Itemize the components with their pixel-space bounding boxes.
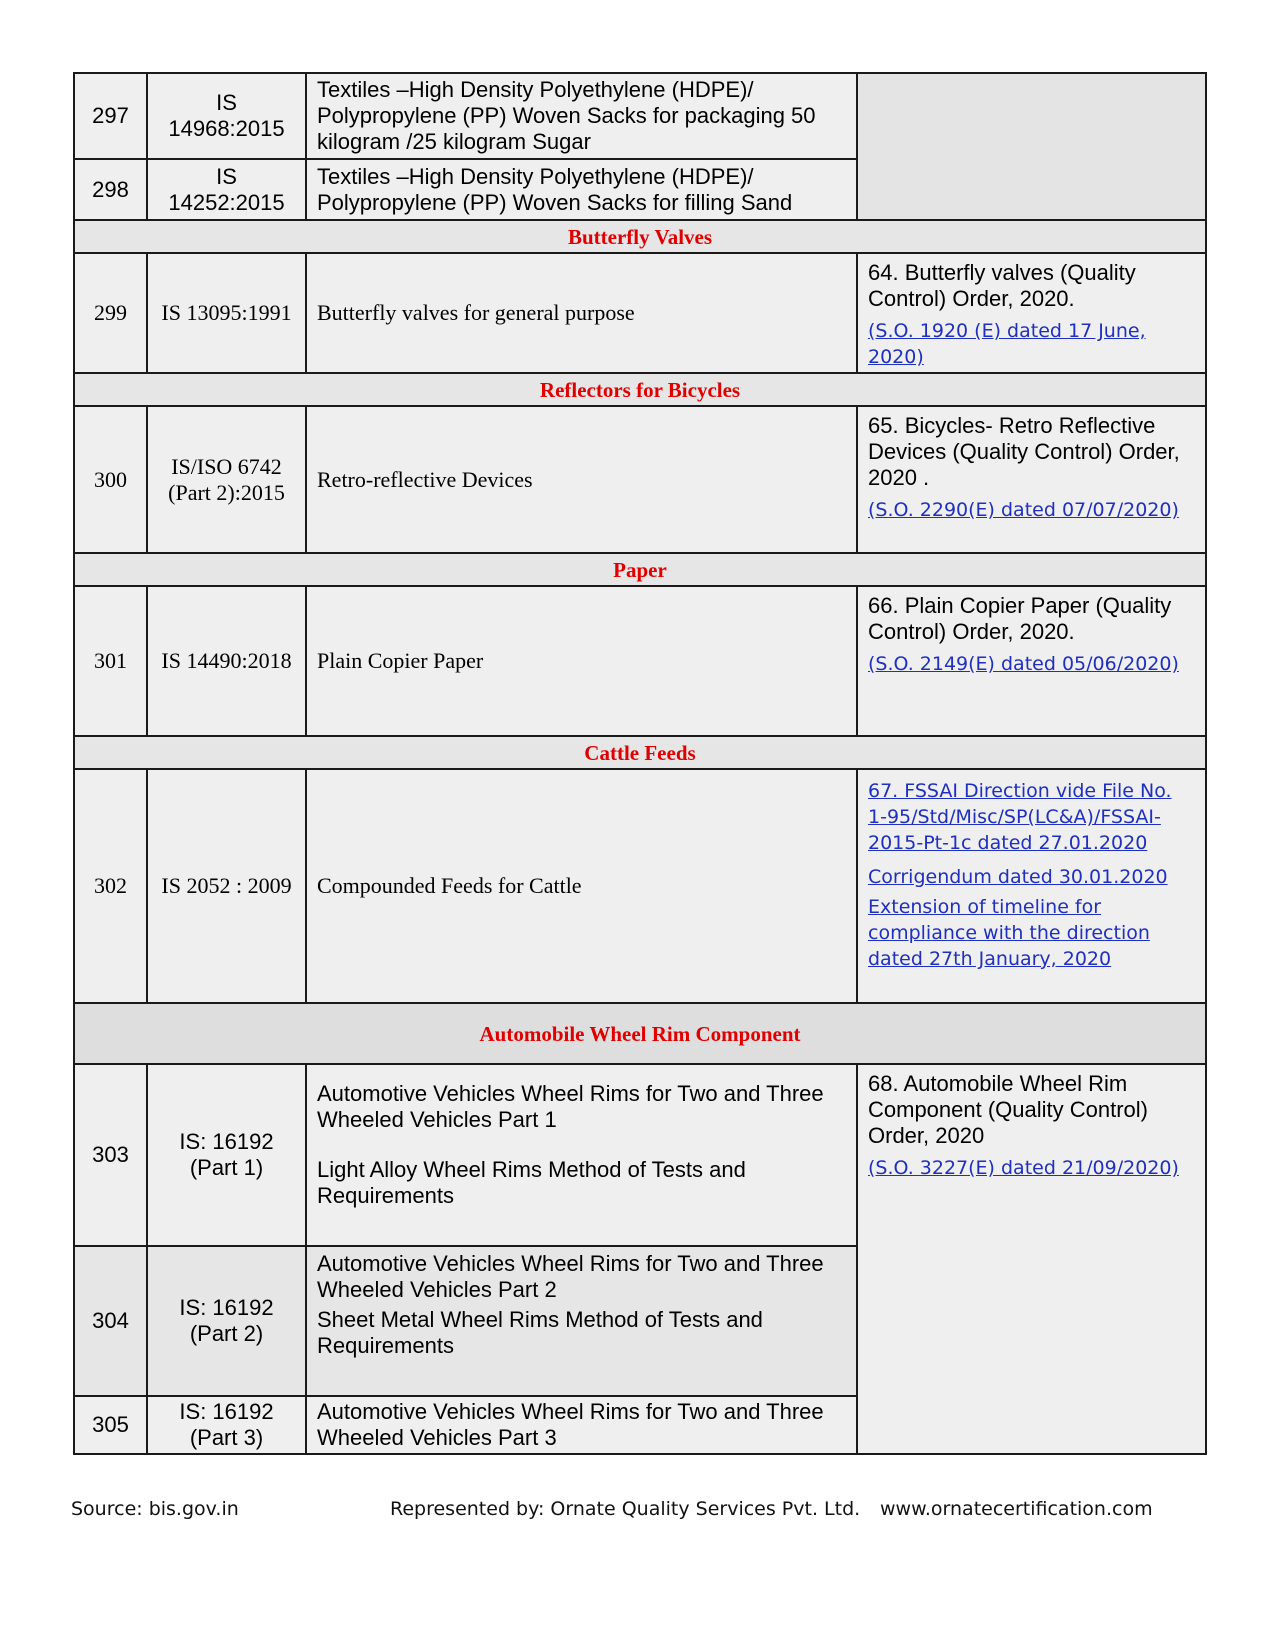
corrigendum-link[interactable]: Corrigendum dated 30.01.2020 (868, 866, 1168, 888)
serial-number: 304 (74, 1246, 147, 1396)
product-title: Textiles –High Density Polyethylene (HDPE)/ Polypropylene (PP) Woven Sacks for packaging 50 kilogram /25 kilogram Sugar (306, 73, 857, 159)
quality-control-order (857, 586, 1206, 736)
standard-number-line2: (Part 2) (189, 1321, 264, 1346)
quality-control-order (857, 253, 1206, 373)
order-cell-empty (857, 73, 1206, 220)
product-title (306, 1064, 857, 1246)
quality-control-order (857, 406, 1206, 553)
serial-number: 305 (74, 1396, 147, 1454)
category-heading: Reflectors for Bicycles (74, 373, 1206, 406)
category-row (74, 220, 1206, 253)
order-title: 66. Plain Copier Paper (Quality Control) Order, 2020. (868, 593, 1172, 644)
serial-number: 297 (74, 73, 147, 159)
footer-website: www.ornatecertification.com (880, 1498, 1153, 1520)
standard-number-line1: IS (216, 90, 237, 115)
product-title-part: Automotive Vehicles Wheel Rims for Two and Three Wheeled Vehicles Part 1 (317, 1081, 824, 1132)
standard-number-line1: IS (216, 163, 237, 189)
timeline-extension-link[interactable]: Extension of timeline for compliance with the direction dated 27th January, 2020 (868, 896, 1150, 970)
standard-number-line2: 14968:2015 (168, 116, 285, 141)
category-heading: Paper (74, 553, 1206, 586)
product-title-part: Light Alloy Wheel Rims Method of Tests and Requirements (317, 1157, 746, 1208)
category-heading: Butterfly Valves (74, 220, 1206, 253)
category-row (74, 553, 1206, 586)
standard-number-line1: IS: 16192 (179, 1295, 274, 1320)
serial-number: 299 (74, 253, 147, 373)
product-title: Automotive Vehicles Wheel Rims for Two and Three Wheeled Vehicles Part 3 (306, 1396, 857, 1454)
serial-number: 303 (74, 1064, 147, 1246)
standard-number-line2: (Part 1) (189, 1155, 264, 1180)
standard-number-line1: IS: 16192 (179, 1129, 274, 1154)
product-title-part: Sheet Metal Wheel Rims Method of Tests and Requirements (317, 1307, 763, 1358)
standard-number (147, 159, 306, 220)
serial-number: 300 (74, 406, 147, 553)
standard-number-line2: 14252:2015 (168, 189, 285, 215)
order-notification-link[interactable]: (S.O. 2290(E) dated 07/07/2020) (868, 499, 1179, 521)
standard-number: IS 14490:2018 (147, 586, 306, 736)
table-row (74, 1064, 1206, 1246)
product-title: Plain Copier Paper (306, 586, 857, 736)
order-notification-link[interactable]: (S.O. 3227(E) dated 21/09/2020) (868, 1157, 1179, 1179)
standard-number-line2: (Part 3) (189, 1425, 264, 1450)
standard-number: IS 13095:1991 (147, 253, 306, 373)
fssai-direction-link[interactable]: 67. FSSAI Direction vide File No. 1-95/Std/Misc/SP(LC&A)/FSSAI-2015-Pt-1c dated 27.01.2020 (868, 780, 1172, 854)
order-title: 68. Automobile Wheel Rim Component (Quality Control) Order, 2020 (868, 1071, 1149, 1148)
table-row (74, 769, 1206, 1003)
order-notification-link[interactable]: (S.O. 1920 (E) dated 17 June, 2020) (868, 320, 1146, 368)
table-row (74, 406, 1206, 553)
product-title (306, 1246, 857, 1396)
category-heading: Cattle Feeds (74, 736, 1206, 769)
category-row (74, 736, 1206, 769)
standard-number-line2: (Part 2):2015 (168, 479, 285, 505)
product-title-part: Automotive Vehicles Wheel Rims for Two and Three Wheeled Vehicles Part 2 (317, 1251, 824, 1302)
standard-number (147, 1246, 306, 1396)
table-row (74, 73, 1206, 159)
standard-number (147, 406, 306, 553)
standard-number (147, 73, 306, 159)
serial-number: 302 (74, 769, 147, 1003)
product-title: Butterfly valves for general purpose (306, 253, 857, 373)
product-title: Compounded Feeds for Cattle (306, 769, 857, 1003)
standard-number-line1: IS/ISO 6742 (171, 453, 282, 479)
serial-number: 301 (74, 586, 147, 736)
order-title: 65. Bicycles- Retro Reflective Devices (Quality Control) Order, 2020 . (868, 413, 1180, 490)
category-heading: Automobile Wheel Rim Component (74, 1003, 1206, 1064)
product-title: Retro-reflective Devices (306, 406, 857, 553)
table-row (74, 586, 1206, 736)
table-row (74, 253, 1206, 373)
serial-number: 298 (74, 159, 147, 220)
standards-table (73, 72, 1207, 1455)
footer-represented-by: Represented by: Ornate Quality Services Pvt. Ltd. (390, 1498, 861, 1520)
standard-number-line1: IS: 16192 (179, 1399, 274, 1424)
standard-number (147, 1064, 306, 1246)
product-title: Textiles –High Density Polyethylene (HDPE)/ Polypropylene (PP) Woven Sacks for filling Sand (306, 159, 857, 220)
category-row (74, 373, 1206, 406)
category-row (74, 1003, 1206, 1064)
standard-number (147, 1396, 306, 1454)
standard-number: IS 2052 : 2009 (147, 769, 306, 1003)
order-title: 64. Butterfly valves (Quality Control) Order, 2020. (868, 260, 1136, 311)
order-notification-link[interactable]: (S.O. 2149(E) dated 05/06/2020) (868, 653, 1179, 675)
quality-control-order (857, 769, 1206, 1003)
quality-control-order (857, 1064, 1206, 1454)
footer-source: Source: bis.gov.in (71, 1498, 239, 1520)
